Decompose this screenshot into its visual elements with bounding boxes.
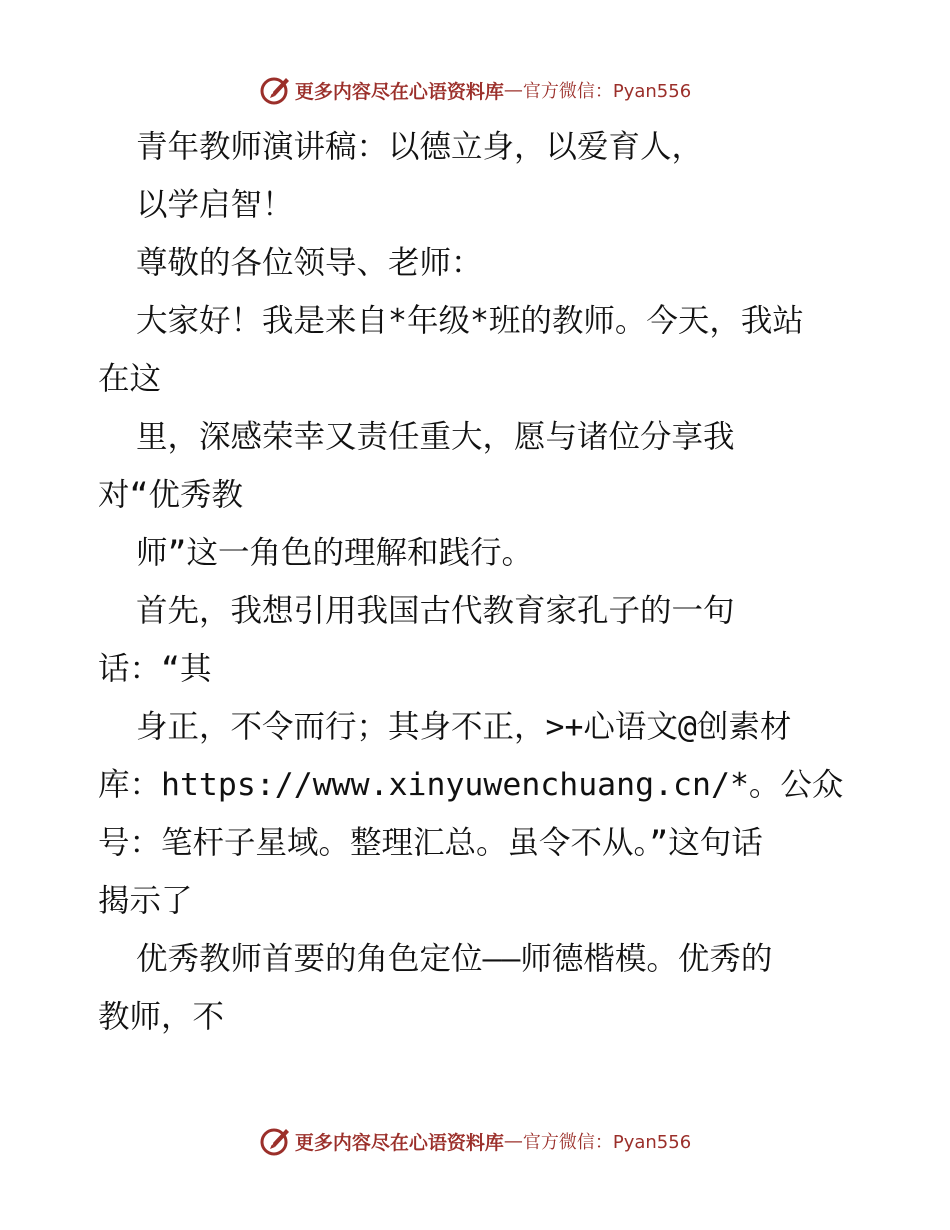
paragraph-line: 话：“其 [98,651,212,687]
header-wechat-text: 官方微信：Pyan556 [522,81,692,102]
paragraph-line: 首先，我想引用我国古代教育家孔子的一句 [136,593,735,629]
document-body [98,118,868,1046]
pen-in-circle-logo-icon [259,74,291,106]
paragraph-line: 身正，不令而行；其身不正，>+心语文@创素材 [136,709,792,745]
salutation-line: 尊敬的各位领导、老师： [136,245,483,281]
paragraph-line: 对“优秀教 [98,477,243,513]
title-line-1: 青年教师演讲稿：以德立身，以爱育人， [136,129,704,165]
paragraph-line: 在这 [98,361,162,397]
title-line-2: 以学启智！ [136,187,294,223]
pen-in-circle-logo-icon [259,1125,291,1157]
footer-wechat-text: 官方微信：Pyan556 [522,1132,692,1153]
header-separator: — [503,79,523,101]
paragraph-line: 揭示了 [98,883,193,919]
paragraph-line: 库：https://www.xinyuwenchuang.cn/*。公众 [98,767,844,803]
header-brand-text: 更多内容尽在心语资料库 [294,80,504,103]
paragraph-line: 优秀教师首要的角色定位——师德楷模。优秀的 [136,941,773,977]
paragraph-line: 教师，不 [98,999,225,1035]
paragraph-line: 号：笔杆子星域。整理汇总。虽令不从。”这句话 [98,825,763,861]
footer-brand-text: 更多内容尽在心语资料库 [294,1131,504,1154]
footer-separator: — [503,1130,523,1152]
footer-banner [0,1121,950,1161]
paragraph-line: 大家好！我是来自*年级*班的教师。今天，我站 [136,303,804,339]
paragraph-line: 师”这一角色的理解和践行。 [136,535,533,571]
header-banner [0,70,950,110]
paragraph-line: 里，深感荣幸又责任重大，愿与诸位分享我 [136,419,735,455]
